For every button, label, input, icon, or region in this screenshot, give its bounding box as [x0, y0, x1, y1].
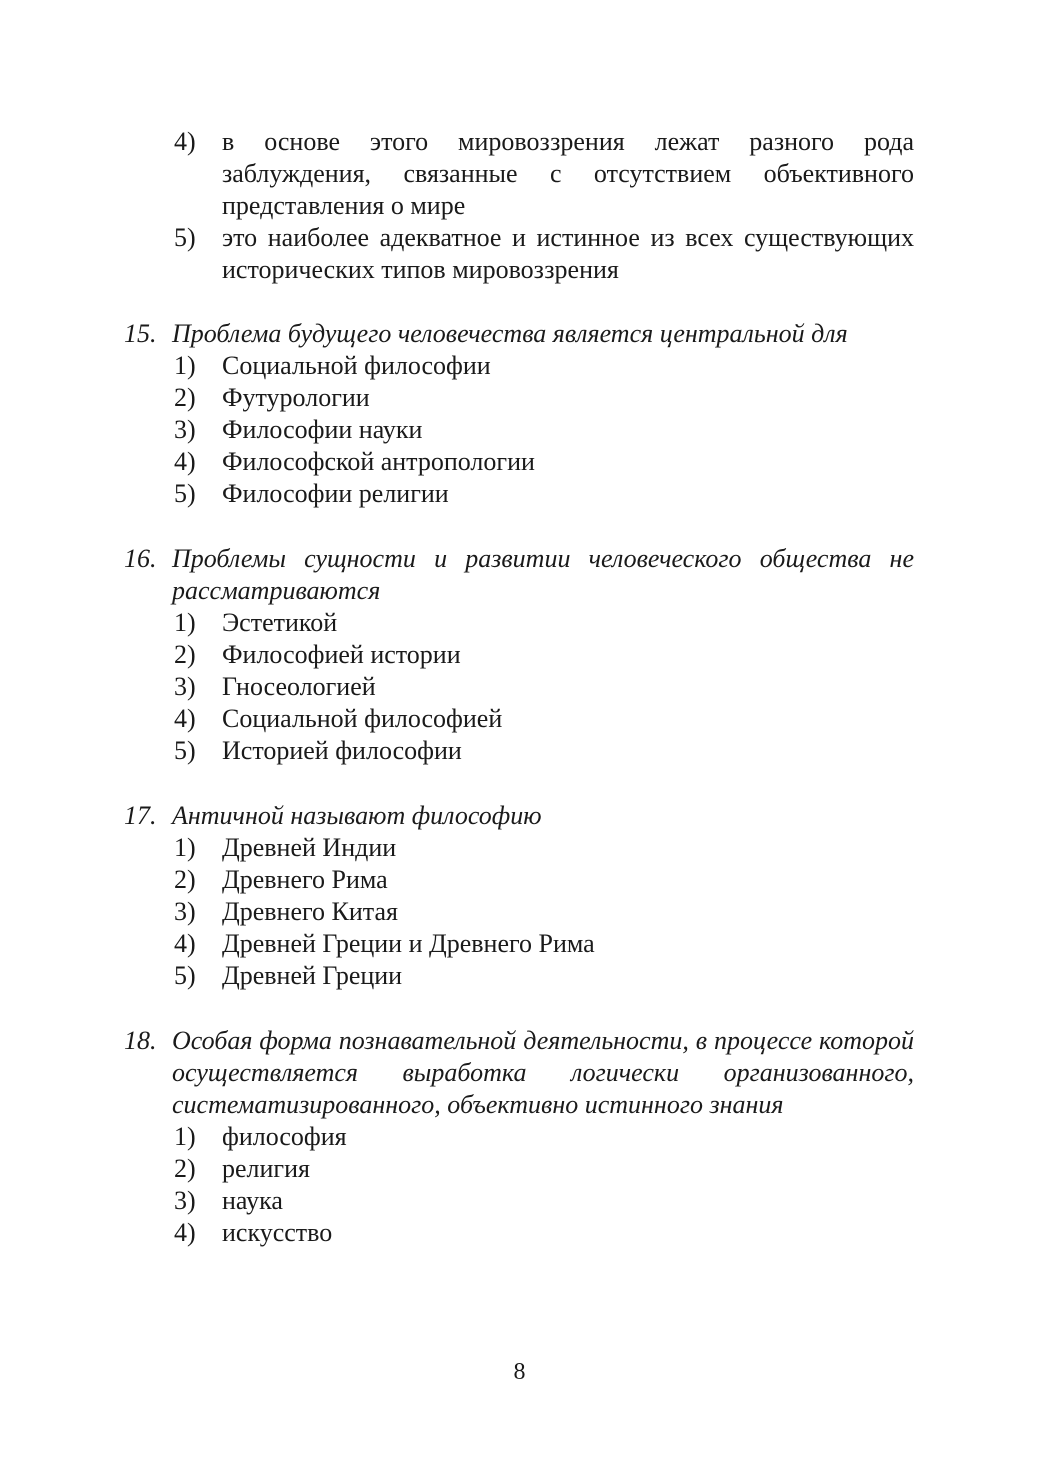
option-text: философия — [222, 1122, 347, 1151]
question-text: Проблема будущего человечества является центральной для — [172, 319, 848, 348]
option-number: 5) — [174, 736, 196, 765]
option-number: 1) — [174, 608, 196, 637]
option-number: 1) — [174, 1122, 196, 1151]
option-number: 2) — [174, 865, 196, 894]
option-number: 3) — [174, 672, 196, 701]
option-number: 4) — [174, 929, 196, 958]
option-number: 4) — [174, 127, 196, 156]
option-number: 4) — [174, 447, 196, 476]
option-text: Эстетикой — [222, 608, 338, 637]
question-number: 18. — [124, 1026, 157, 1055]
option-text: Древнего Китая — [222, 897, 398, 926]
option-number: 1) — [174, 351, 196, 380]
option-text: Историей философии — [222, 736, 462, 765]
page-number: 8 — [513, 1359, 526, 1385]
option-text: Древней Греции — [222, 961, 403, 990]
option-number: 3) — [174, 415, 196, 444]
question-number: 16. — [124, 544, 157, 573]
option-text: искусство — [222, 1218, 333, 1247]
option-text: Философии религии — [222, 479, 449, 508]
option-number: 3) — [174, 1186, 196, 1215]
option-text: Гносеологией — [222, 672, 376, 701]
option-text: религия — [222, 1154, 310, 1183]
option-number: 2) — [174, 383, 196, 412]
option-number: 2) — [174, 1154, 196, 1183]
option-number: 5) — [174, 223, 196, 252]
question-text: Особая форма познавательной деятельности, в процессе которой осуществляется выработка логически организованного, систематизированного, объективно истинного знания — [172, 1026, 914, 1119]
option-text: Философии науки — [222, 415, 423, 444]
option-text: Философией истории — [222, 640, 461, 669]
option-number: 3) — [174, 897, 196, 926]
option-text: в основе этого мировоззрения лежат разного рода заблуждения, связанные с отсутствием объективного представления о мире — [222, 127, 914, 220]
option-text: Древней Греции и Древнего Рима — [222, 929, 595, 958]
option-number: 4) — [174, 1218, 196, 1247]
option-text: это наиболее адекватное и истинное из всех существующих исторических типов мировоззрения — [222, 223, 914, 284]
option-text: Футурологии — [222, 383, 370, 412]
option-text: Древней Индии — [222, 833, 397, 862]
question-text: Проблемы сущности и развитии человеческого общества не рассматриваются — [172, 544, 914, 605]
question-number: 17. — [124, 801, 157, 830]
option-number: 1) — [174, 833, 196, 862]
option-text: наука — [222, 1186, 283, 1215]
option-number: 5) — [174, 961, 196, 990]
option-text: Социальной философией — [222, 704, 503, 733]
option-number: 4) — [174, 704, 196, 733]
option-number: 2) — [174, 640, 196, 669]
option-text: Древнего Рима — [222, 865, 388, 894]
option-text: Философской антропологии — [222, 447, 535, 476]
option-number: 5) — [174, 479, 196, 508]
question-text: Античной называют философию — [172, 801, 542, 830]
option-text: Социальной философии — [222, 351, 491, 380]
question-number: 15. — [124, 319, 157, 348]
